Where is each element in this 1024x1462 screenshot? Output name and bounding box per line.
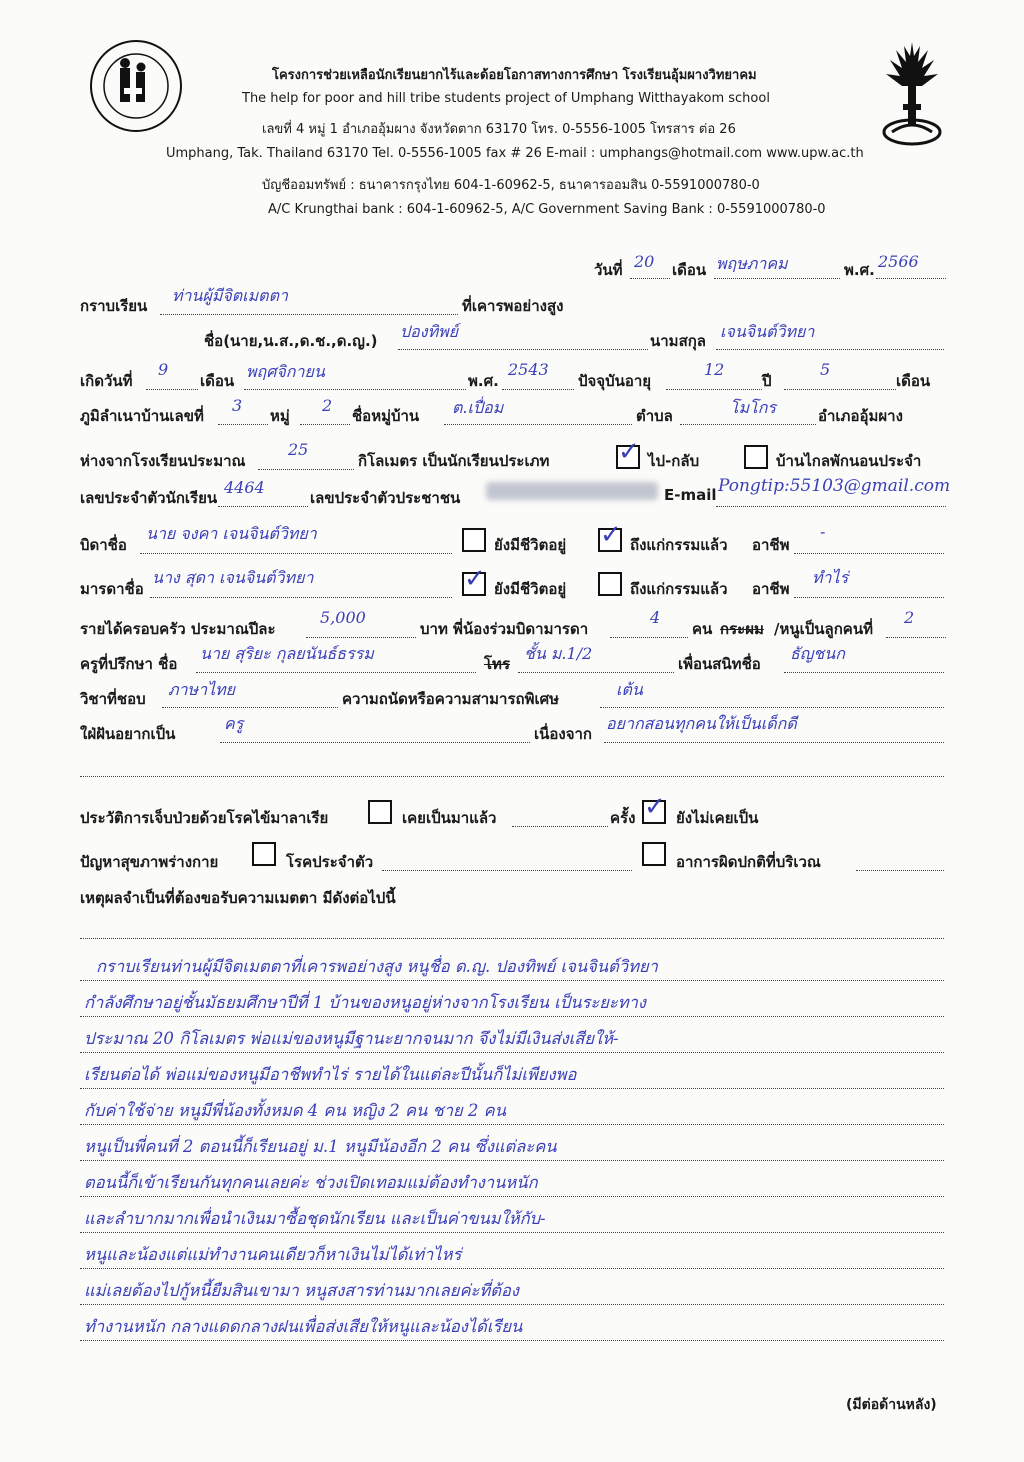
age-months: 5	[820, 360, 831, 379]
village: ต.เปื่อม	[452, 398, 504, 417]
birth-day: 9	[158, 360, 169, 379]
child-no: 2	[904, 608, 915, 627]
malaria-never-check-mark: ✓	[644, 792, 666, 822]
distance-label: ห่างจากโรงเรียนประมาณ	[80, 452, 246, 470]
abnormal-label: อาการผิดปกติที่บริเวณ	[676, 853, 821, 871]
birth-year: 2543	[508, 360, 549, 379]
abnormal-checkbox[interactable]	[642, 842, 666, 866]
district-label: อำเภออุ้มผาง	[818, 407, 903, 425]
mother-alive-label: ยังมีชีวิตอยู่	[494, 580, 567, 598]
date-day: 20	[634, 252, 655, 271]
letter-line: ทำงานหนัก กลางแดดกลางฝนเพื่อส่งเสียให้หนูและน้องได้เรียน	[84, 1317, 523, 1336]
salutation-suffix: ที่เคารพอย่างสูง	[462, 297, 564, 315]
father-dead-label: ถึงแก่กรรมแล้ว	[630, 536, 728, 554]
letter-line: เรียนต่อได้ พ่อแม่ของหนูมีอาชีพทำไร่ รายได้ในแต่ละปีนั้นก็ไม่เพียงพอ	[84, 1065, 577, 1084]
boarding-label: บ้านไกลพักนอนประจำ	[776, 452, 922, 470]
income-label: รายได้ครอบครัว ประมาณปีละ	[80, 620, 276, 638]
chronic-checkbox[interactable]	[252, 842, 276, 866]
reason-label: เหตุผลจำเป็นที่ต้องขอรับความเมตตา มีดังต่อไปนี้	[80, 889, 396, 907]
salutation-value: ท่านผู้มีจิตเมตตา	[172, 286, 288, 305]
letter-line: ประมาณ 20 กิโลเมตร พ่อแม่ของหนูมีฐานะยากจนมาก จึงไม่มีเงินส่งเสียให้-	[84, 1029, 619, 1048]
siblings: 4	[650, 608, 661, 627]
header-address-th: เลขที่ 4 หมู่ 1 อำเภออุ้มผาง จังหวัดตาก 63170 โทร. 0-5556-1005 โทรสาร ต่อ 26	[262, 122, 736, 137]
mother-alive-check-mark: ✓	[464, 564, 486, 594]
letter-line: กราบเรียนท่านผู้มีจิตเมตตาที่เคารพอย่างสูง หนูชื่อ ด.ญ. ปองทิพย์ เจนจินต์วิทยา	[96, 957, 658, 976]
mother-dead-label: ถึงแก่กรรมแล้ว	[630, 580, 728, 598]
km-label: กิโลเมตร เป็นนักเรียนประเภท	[358, 452, 550, 470]
friend: ธัญชนก	[790, 644, 845, 663]
times-label: ครั้ง	[610, 809, 636, 827]
age-label: ปัจจุบันอายุ	[578, 372, 652, 390]
age-years: 12	[704, 360, 725, 379]
father-alive-label: ยังมีชีวิตอยู่	[494, 536, 567, 554]
name-label: ชื่อ(นาย,น.ส.,ด.ช.,ด.ญ.)	[204, 332, 378, 350]
distance: 25	[288, 440, 309, 459]
commute-label: ไป-กลับ	[648, 452, 700, 470]
school-emblem	[876, 38, 948, 150]
mother-occupation-label: อาชีพ	[752, 580, 790, 598]
header-bank-th: บัญชีออมทรัพย์ : ธนาคารกรุงไทย 604-1-60962-5, ธนาคารออมสิน 0-5591000780-0	[262, 178, 760, 193]
subject: ภาษาไทย	[168, 680, 236, 699]
continued-note: (มีต่อด้านหลัง)	[846, 1397, 937, 1413]
header-contact-en: Umphang, Tak. Thailand 63170 Tel. 0-5556-1005 fax # 26 E-mail : umphangs@hotmail.com www.upw.ac.th	[166, 146, 864, 161]
project-logo	[88, 38, 184, 134]
months-label: เดือน	[896, 372, 931, 390]
citizen-id-label: เลขประจำตัวประชาชน	[310, 489, 461, 507]
father-occupation-label: อาชีพ	[752, 536, 790, 554]
baht-label: บาท พี่น้องร่วมบิดามารดา	[420, 620, 589, 638]
moo: 2	[322, 396, 333, 415]
father-alive-checkbox[interactable]	[462, 528, 486, 552]
student-id: 4464	[224, 478, 265, 497]
mother-label: มารดาชื่อ	[80, 580, 144, 598]
malaria-had-label: เคยเป็นมาแล้ว	[402, 809, 497, 827]
teacher-label: ครูที่ปรึกษา ชื่อ	[80, 655, 178, 673]
person-label: คน	[692, 620, 713, 638]
mother-name: นาง สุดา เจนจินต์วิทยา	[152, 568, 314, 587]
father-dead-check-mark: ✓	[600, 520, 622, 550]
name-value: ปองทิพย์	[400, 322, 459, 341]
salutation-label: กราบเรียน	[80, 297, 148, 315]
years-label: ปี	[762, 372, 772, 390]
mother-occupation: ทำไร่	[812, 568, 849, 587]
class: ชั้น ม.1/2	[524, 644, 593, 663]
dream-label: ใฝ่ฝันอยากเป็น	[80, 725, 176, 743]
malaria-never-label: ยังไม่เคยเป็น	[676, 809, 759, 827]
malaria-label: ประวัติการเจ็บป่วยด้วยโรคไข้มาลาเรีย	[80, 809, 329, 827]
child-label: /หนูเป็นลูกคนที่	[774, 620, 873, 638]
mother-dead-checkbox[interactable]	[598, 572, 622, 596]
letter-line: และลำบากมากเพื่อนำเงินมาซื้อชุดนักเรียน และเป็นค่าขนมให้กับ-	[84, 1209, 546, 1228]
subdistrict: โมโกร	[730, 398, 777, 417]
village-label: ชื่อหมู่บ้าน	[352, 407, 420, 425]
date-label: วันที่	[594, 261, 623, 279]
letter-line: แม่เลยต้องไปกู้หนี้ยืมสินเขามา หนูสงสารท่านมากเลยค่ะที่ต้อง	[84, 1281, 519, 1300]
dream: ครู	[224, 714, 244, 733]
letter-line: ตอนนี้ก็เข้าเรียนกันทุกคนเลยค่ะ ช่วงเปิดเทอมแม่ต้องทำงานหนัก	[84, 1173, 538, 1192]
friend-label: เพื่อนสนิทชื่อ	[678, 655, 761, 673]
month-label: เดือน	[672, 261, 707, 279]
header-title-en: The help for poor and hill tribe students project of Umphang Witthayakom school	[242, 91, 770, 106]
chronic-label: โรคประจำตัว	[286, 853, 374, 871]
header-title-th: โครงการช่วยเหลือนักเรียนยากไร้และด้อยโอกาสทางการศึกษา โรงเรียนอุ้มผางวิทยาคม	[272, 68, 757, 83]
header-bank-en: A/C Krungthai bank : 604-1-60962-5, A/C Government Saving Bank : 0-5591000780-0	[268, 202, 826, 217]
because-label: เนื่องจาก	[534, 725, 593, 743]
letter-line: กับค่าใช้จ่าย หนูมีพี่น้องทั้งหมด 4 คน หญิง 2 คน ชาย 2 คน	[84, 1101, 506, 1120]
moo-label: หมู่	[270, 407, 290, 425]
because: อยากสอนทุกคนให้เป็นเด็กดี	[606, 714, 797, 733]
boarding-checkbox[interactable]	[744, 445, 768, 469]
citizen-id-redaction	[486, 482, 658, 500]
birth-month: พฤศจิกายน	[246, 362, 325, 381]
date-month: พฤษภาคม	[716, 254, 788, 273]
father-label: บิดาชื่อ	[80, 536, 127, 554]
health-label: ปัญหาสุขภาพร่างกาย	[80, 853, 219, 871]
subject-label: วิชาที่ชอบ	[80, 690, 146, 708]
student-id-label: เลขประจำตัวนักเรียน	[80, 489, 218, 507]
father-name: นาย จงคา เจนจินต์วิทยา	[146, 524, 317, 543]
email-label: E-mail	[664, 486, 717, 504]
income: 5,000	[320, 608, 366, 627]
talent: เต้น	[616, 680, 643, 699]
subdistrict-label: ตำบล	[636, 407, 673, 425]
commute-check-mark: ✓	[618, 437, 640, 467]
birth-month-label: เดือน	[200, 372, 235, 390]
date-year: 2566	[878, 252, 919, 271]
letter-line: หนูและน้องแต่แม่ทำงานคนเดียวก็หาเงินไม่ได้เท่าไหร่	[84, 1245, 462, 1264]
talent-label: ความถนัดหรือความสามารถพิเศษ	[342, 690, 560, 708]
child-label-strike: กระผม	[720, 620, 764, 638]
year-label: พ.ศ.	[844, 261, 875, 279]
house-no-label: ภูมิลำเนาบ้านเลขที่	[80, 407, 204, 425]
malaria-had-checkbox[interactable]	[368, 800, 392, 824]
email: Pongtip:55103@gmail.com	[718, 476, 951, 496]
house-no: 3	[232, 396, 243, 415]
birth-year-label: พ.ศ.	[468, 372, 499, 390]
father-occupation: -	[820, 522, 826, 541]
letter-line: หนูเป็นพี่คนที่ 2 ตอนนี้ก็เรียนอยู่ ม.1 หนูมีน้องอีก 2 คน ซึ่งแต่ละคน	[84, 1137, 557, 1156]
letter-line: กำลังศึกษาอยู่ชั้นมัธยมศึกษาปีที่ 1 บ้านของหนูอยู่ห่างจากโรงเรียน เป็นระยะทาง	[84, 993, 646, 1012]
surname-label: นามสกุล	[650, 332, 706, 350]
surname-value: เจนจินต์วิทยา	[720, 322, 815, 341]
teacher: นาย สุริยะ กุลยนันธ์ธรรม	[200, 644, 374, 663]
birth-day-label: เกิดวันที่	[80, 372, 133, 390]
tel-strike: โทร	[484, 655, 511, 673]
